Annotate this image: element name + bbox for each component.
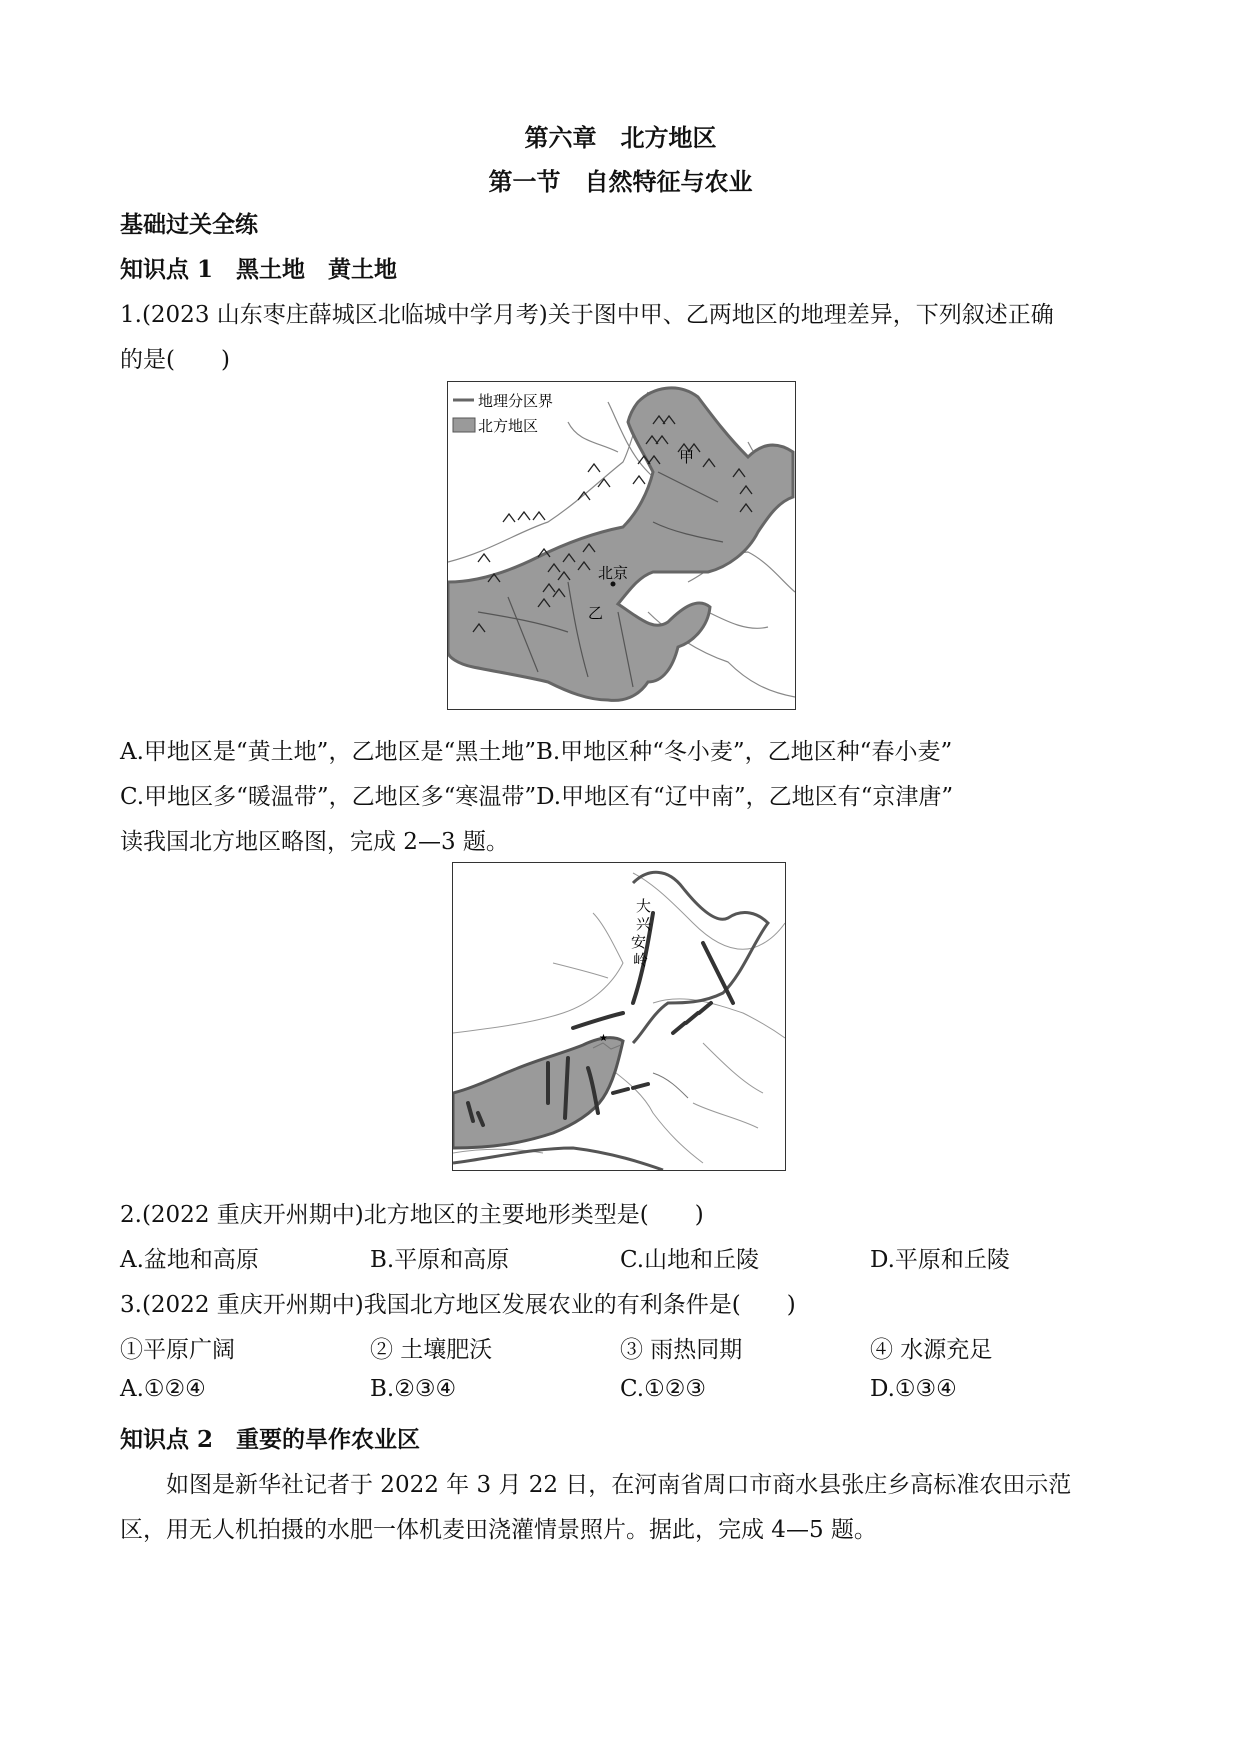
beijing-star-icon: ★ [599,1033,608,1044]
question-3-condition-1: ①平原广阔 [120,1337,235,1363]
question-1-line-2: 的是( ) [120,347,230,373]
north-region-map-2 [452,862,786,1171]
label-xing: 兴 [636,915,652,933]
question-1-line-1: 1.(2023 山东枣庄薛城区北临城中学月考)关于图中甲、乙两地区的地理差异，下列叙述正确 [120,302,1054,328]
knowledge-point-2-heading: 知识点 2 重要的旱作农业区 [120,1426,421,1453]
label-ling: 岭 [633,951,649,969]
question-3-condition-4: ④ 水源充足 [870,1337,993,1363]
question-2-option-b: B.平原和高原 [370,1247,510,1273]
question-3-stem: 3.(2022 重庆开州期中)我国北方地区发展农业的有利条件是( ) [120,1292,796,1318]
label-da: 大 [636,897,652,915]
label-jia: 甲 [679,448,695,466]
legend-boundary-label: 地理分区界 [478,392,554,410]
question-3-option-b: B.②③④ [370,1376,457,1402]
north-region-map-1 [447,381,796,710]
section-title: 第一节 自然特征与农业 [488,167,753,196]
question-3-condition-2: ② 土壤肥沃 [370,1337,493,1363]
question-2-option-c: C.山地和丘陵 [620,1247,760,1273]
north-region-area-2 [453,1038,623,1148]
intro-questions-2-3: 读我国北方地区略图，完成 2—3 题。 [120,829,509,855]
label-beijing: 北京 [598,564,629,582]
question-2-option-d: D.平原和丘陵 [870,1247,1010,1273]
question-1-options-line-1: A.甲地区是“黄土地”，乙地区是“黑土地”B.甲地区种“冬小麦”，乙地区种“春小麦” [120,739,953,765]
map-legend [453,392,553,435]
chapter-title: 第六章 北方地区 [524,123,717,152]
paragraph-4-5-line-2: 区，用无人机拍摄的水肥一体机麦田浇灌情景照片。据此，完成 4—5 题。 [120,1517,877,1543]
question-1-options-line-2: C.甲地区多“暖温带”，乙地区多“寒温带”D.甲地区有“辽中南”，乙地区有“京津唐” [120,784,954,810]
question-2-option-a: A.盆地和高原 [120,1247,259,1273]
question-3-condition-3: ③ 雨热同期 [620,1337,743,1363]
label-yi: 乙 [588,604,604,622]
label-an: 安 [631,933,647,951]
question-3-option-a: A.①②④ [120,1376,206,1402]
question-2-stem: 2.(2022 重庆开州期中)北方地区的主要地形类型是( ) [120,1202,704,1228]
practice-heading: 基础过关全练 [120,211,258,238]
question-3-option-d: D.①③④ [870,1376,957,1402]
legend-north-label: 北方地区 [478,417,539,435]
knowledge-point-1-heading: 知识点 1 黑土地 黄土地 [120,256,398,283]
paragraph-4-5-line-1: 如图是新华社记者于 2022 年 3 月 22 日，在河南省周口市商水县张庄乡高标准农田示范 [166,1472,1072,1498]
question-3-option-c: C.①②③ [620,1376,706,1402]
